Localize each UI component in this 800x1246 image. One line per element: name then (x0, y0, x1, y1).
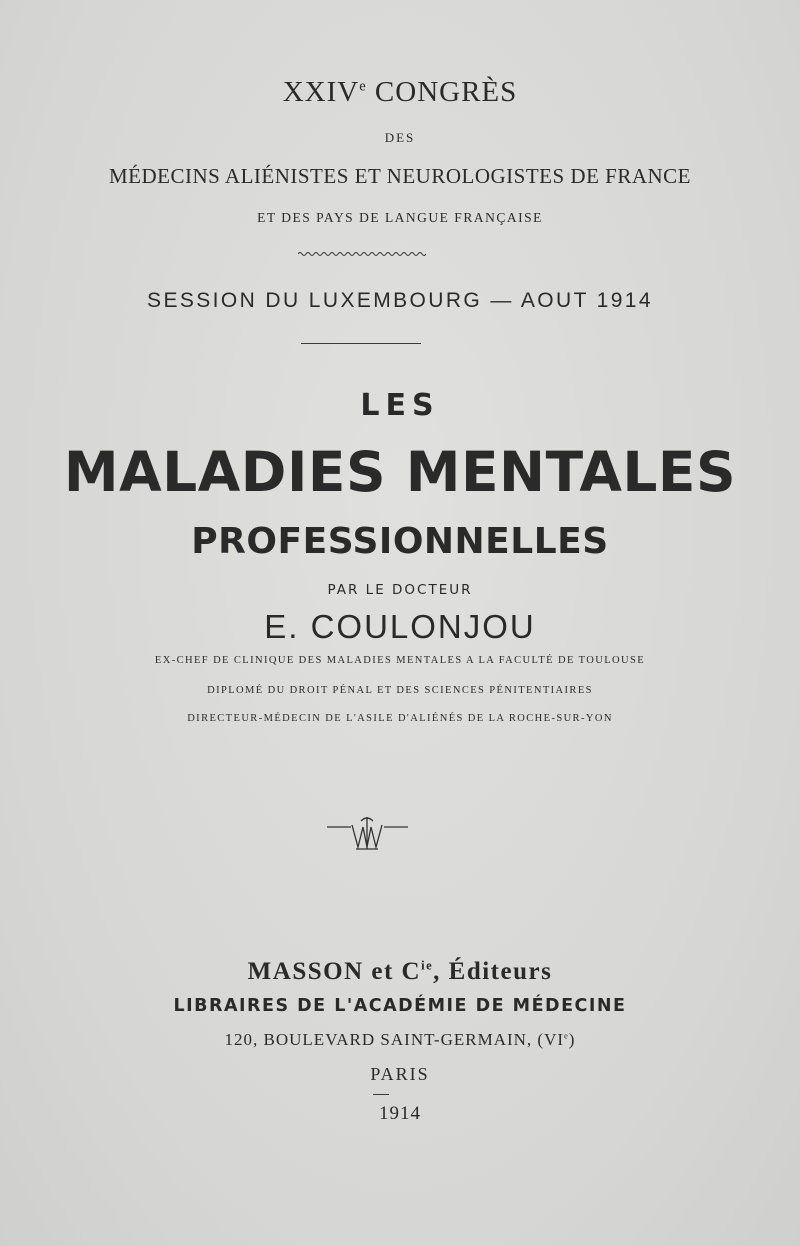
publisher-name-b: , Éditeurs (433, 958, 553, 985)
publication-year: 1914 (379, 1103, 421, 1124)
author-title: DIRECTEUR-MÉDECIN DE L'ASILE D'ALIÉNÉS DE LA ROCHE-SUR-YON (187, 713, 613, 724)
congress-pays: ET DES PAYS DE LANGUE FRANÇAISE (257, 210, 543, 225)
congress-word: CONGRÈS (366, 76, 518, 108)
publisher-libraires: LIBRAIRES DE L'ACADÉMIE DE MÉDECINE (173, 996, 627, 1016)
divider (301, 343, 421, 344)
author-name: E. COULONJOU (264, 608, 536, 645)
congress-des: DES (384, 130, 416, 145)
address-sup: e (564, 1030, 569, 1041)
divider (373, 1094, 389, 1095)
title-sub: PROFESSIONNELLES (191, 521, 609, 562)
publisher-city: PARIS (370, 1064, 430, 1084)
author-title: EX-CHEF DE CLINIQUE DES MALADIES MENTALES A LA FACULTÉ DE TOULOUSE (154, 655, 646, 666)
address-b: ) (568, 1030, 576, 1049)
congress-number-sup: e (359, 78, 367, 95)
publisher-address (0, 1030, 800, 1050)
publisher-name-a: MASSON et C (247, 958, 422, 985)
publisher-name-sup: ie (421, 958, 434, 973)
congress-medecins: MÉDECINS ALIÉNISTES ET NEUROLOGISTES DE FRANCE (108, 164, 692, 188)
wavy-rule-icon (298, 250, 426, 258)
author-title: DIPLOMÉ DU DROIT PÉNAL ET DES SCIENCES PÉNITENTIAIRES (207, 685, 593, 696)
congress-title (0, 76, 800, 109)
publisher-name (0, 958, 800, 986)
congress-number: XXIV (282, 76, 360, 108)
title-les: LES (360, 388, 440, 423)
session-line: SESSION DU LUXEMBOURG — AOUT 1914 (147, 289, 653, 312)
publisher-mark-icon (325, 813, 410, 853)
title-main: MALADIES MENTALES (63, 440, 737, 504)
author-intro: PAR LE DOCTEUR (327, 582, 473, 598)
address-a: 120, BOULEVARD SAINT-GERMAIN, (VI (224, 1030, 565, 1049)
